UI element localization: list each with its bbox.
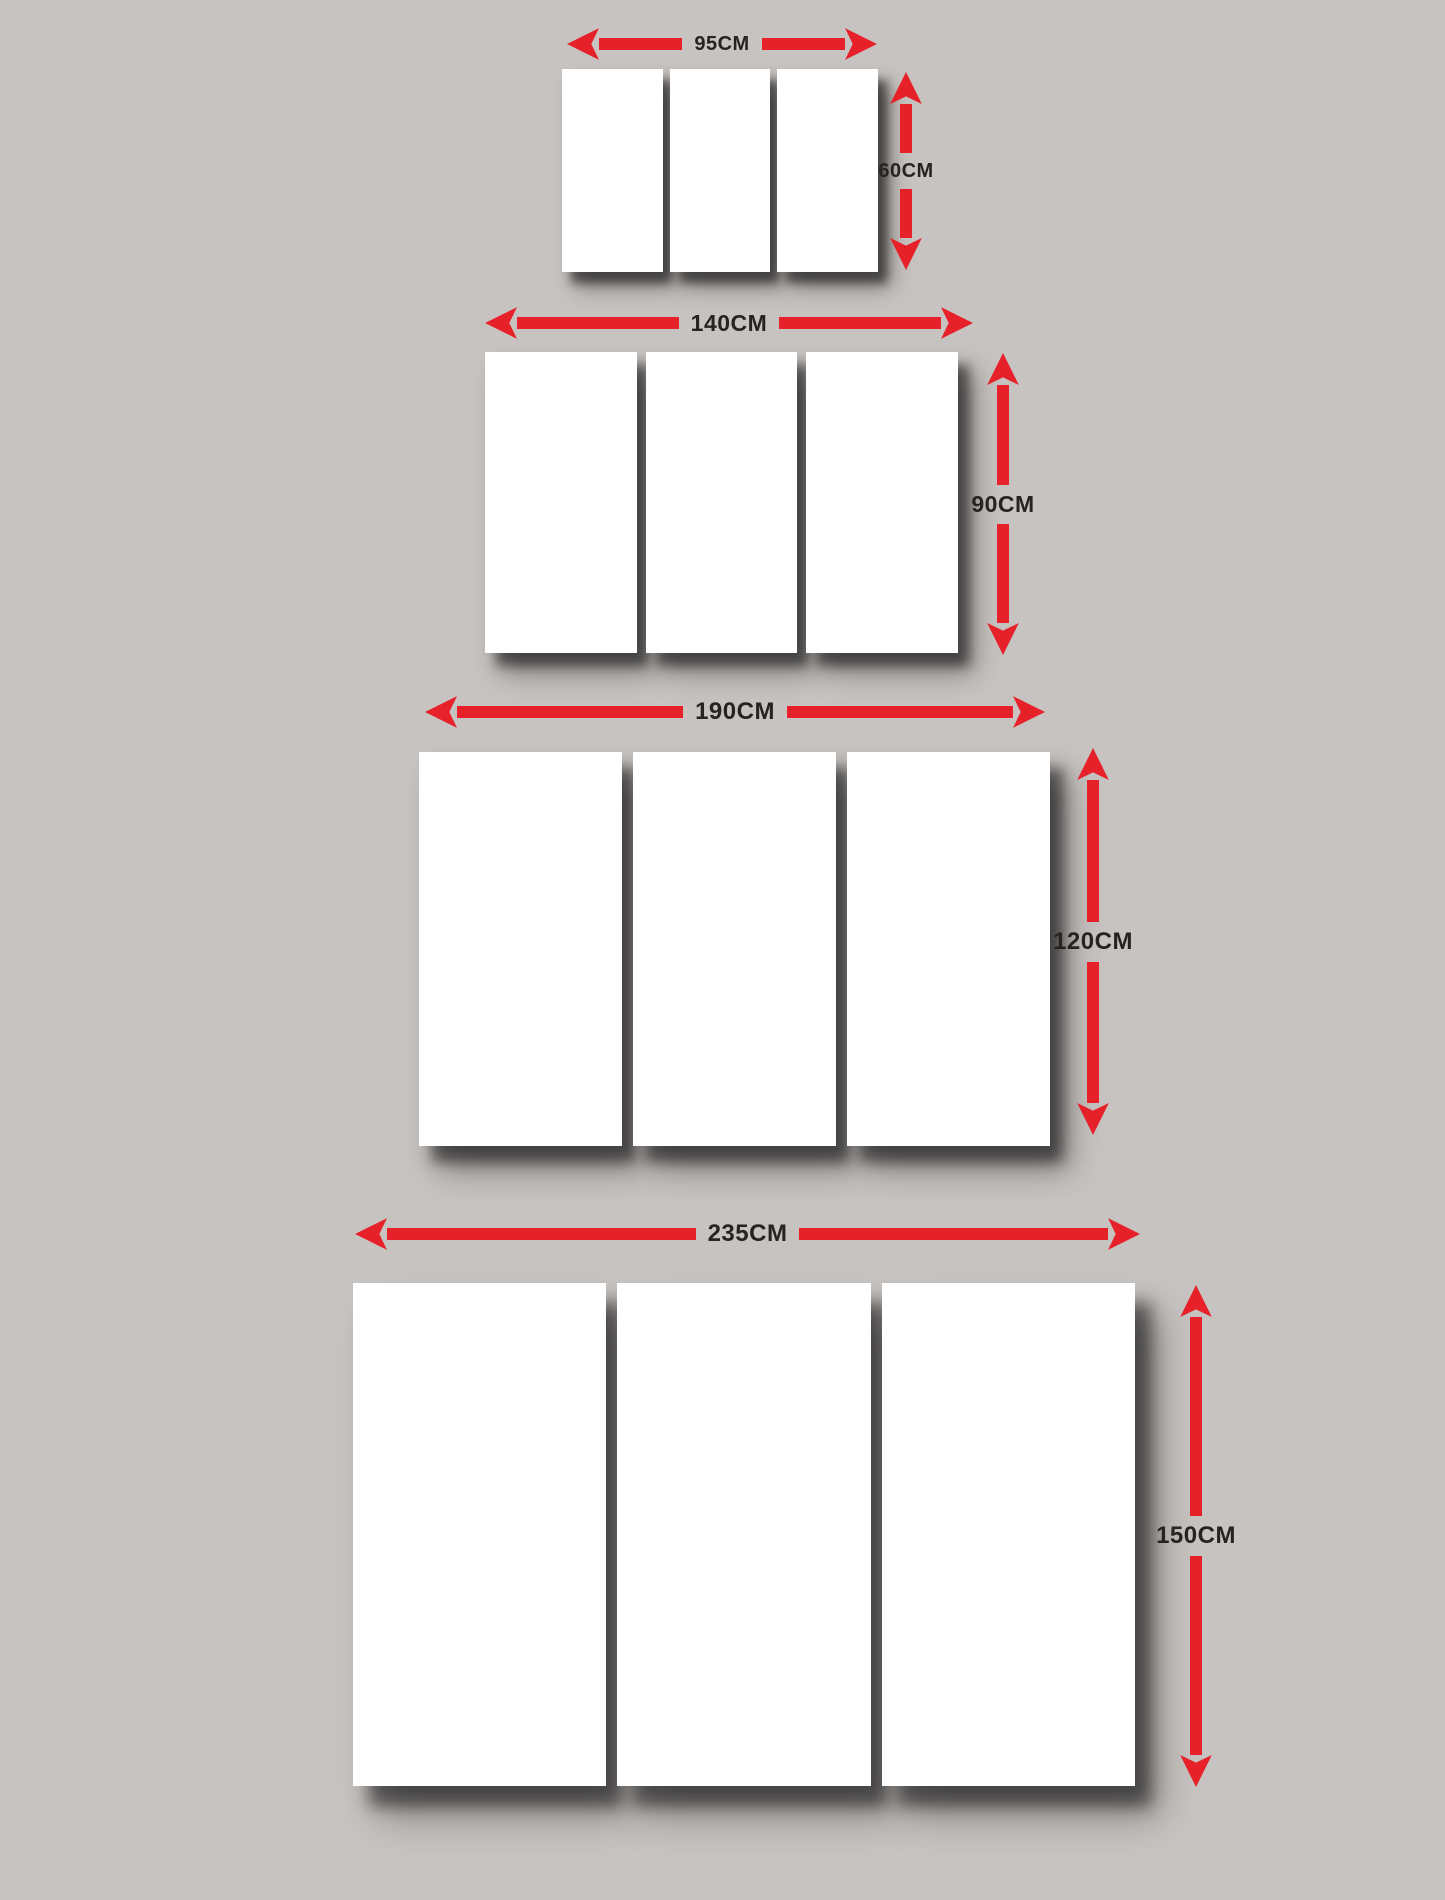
height-dimension-arrow [971,353,1035,655]
arrowhead-left-icon [355,1216,387,1252]
arrowhead-left-icon [485,305,517,341]
panel-row [562,69,878,272]
arrow-bar [599,38,682,50]
arrow-bar [997,385,1009,485]
arrow-bar [387,1228,696,1240]
width-label: 140CM [690,309,768,336]
panel-row [353,1283,1135,1786]
arrow-bar [762,38,845,50]
canvas-panel [882,1283,1135,1786]
canvas-panel [485,352,637,653]
arrowhead-up-icon [888,72,924,104]
arrow-bar [517,317,679,329]
canvas-panel [353,1283,606,1786]
arrowhead-right-icon [845,26,877,62]
arrow-bar [799,1228,1108,1240]
arrowhead-down-icon [888,238,924,270]
arrowhead-up-icon [1075,748,1111,780]
arrow-bar [1190,1317,1202,1516]
canvas-panel [419,752,622,1146]
panel-row [419,752,1050,1146]
width-label: 190CM [695,698,775,725]
arrowhead-down-icon [1178,1755,1214,1787]
height-dimension-arrow [878,72,934,270]
height-label: 90CM [971,490,1035,517]
width-label: 95CM [694,33,750,55]
arrow-bar [779,317,941,329]
arrowhead-left-icon [567,26,599,62]
canvas-panel [646,352,798,653]
arrow-bar [457,706,683,718]
canvas-panel [806,352,958,653]
canvas-panel [633,752,836,1146]
arrow-bar [1087,780,1099,922]
arrow-bar [1190,1556,1202,1755]
arrowhead-right-icon [941,305,973,341]
canvas-panel [562,69,663,272]
canvas-panel [670,69,771,272]
arrow-bar [997,524,1009,624]
arrowhead-up-icon [1178,1285,1214,1317]
height-label: 150CM [1156,1522,1236,1549]
height-dimension-arrow [1053,748,1133,1135]
height-label: 60CM [878,160,934,182]
width-label: 235CM [707,1220,788,1247]
arrowhead-down-icon [985,623,1021,655]
arrow-bar [787,706,1013,718]
arrowhead-right-icon [1108,1216,1140,1252]
width-dimension-arrow [567,26,877,62]
arrow-bar [900,104,912,153]
height-dimension-arrow [1156,1285,1236,1787]
width-dimension-arrow [485,305,973,341]
arrowhead-down-icon [1075,1103,1111,1135]
arrow-bar [900,189,912,238]
arrow-bar [1087,962,1099,1104]
arrowhead-left-icon [425,694,457,730]
canvas-panel [617,1283,870,1786]
width-dimension-arrow [355,1216,1140,1252]
canvas-panel [777,69,878,272]
panel-row [485,352,958,653]
canvas-panel [847,752,1050,1146]
width-dimension-arrow [425,694,1045,730]
height-label: 120CM [1053,927,1133,955]
arrowhead-right-icon [1013,694,1045,730]
arrowhead-up-icon [985,353,1021,385]
